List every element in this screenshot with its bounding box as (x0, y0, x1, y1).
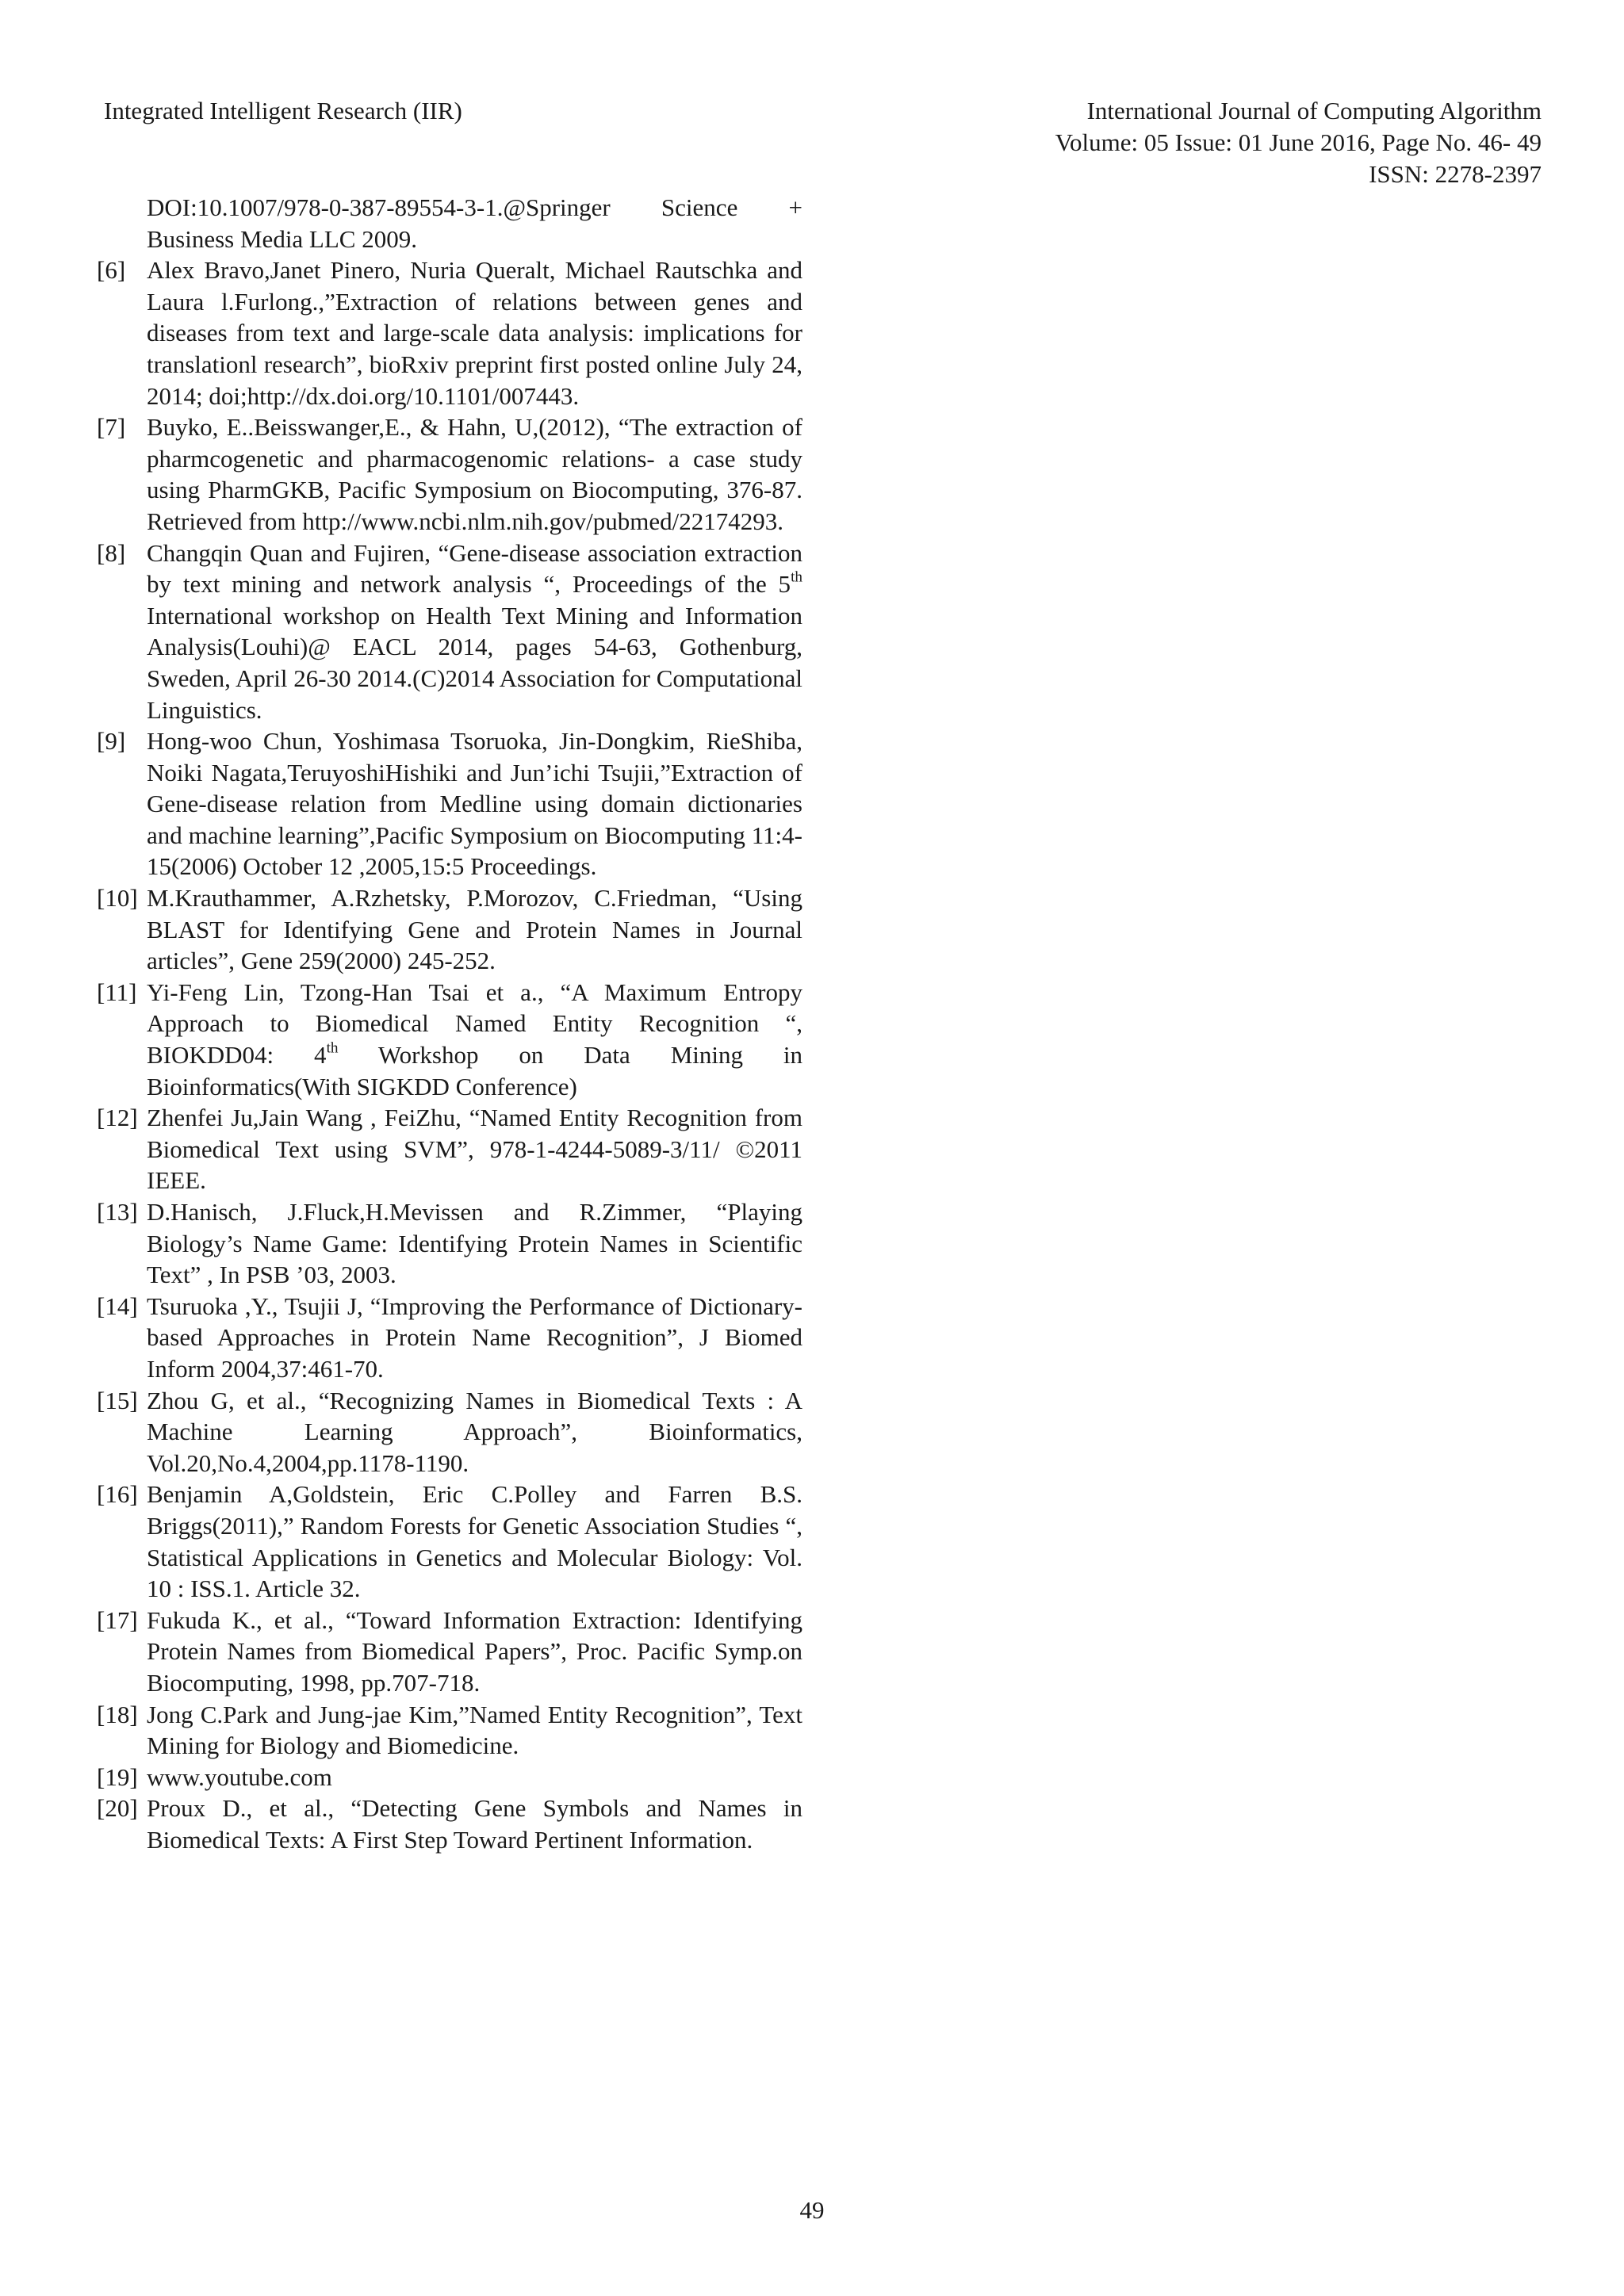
reference-text: Tsuruoka ,Y., Tsujii J, “Improving the Performance of Dictionary-based Approaches in Protein Name Recognition”, J Biomed Inform 2004,37:461-70. (147, 1292, 802, 1383)
reference-text: www.youtube.com (147, 1762, 332, 1791)
superscript: th (791, 568, 802, 586)
reference-number: [7] (97, 413, 126, 442)
reference-number: [6] (97, 256, 126, 285)
reference-text: Proux D., et al., “Detecting Gene Symbols and Names in Biomedical Texts: A First Step Toward Pertinent Information. (147, 1794, 802, 1854)
reference-text-part: Changqin Quan and Fujiren, “Gene-disease association extraction by text mining and network analysis “, Proceedings of the 5 (147, 538, 802, 599)
reference-text: DOI:10.1007/978-0-387-89554-3-1.@Springer Science + Business Media LLC 2009. (147, 193, 802, 253)
reference-text: Zhou G, et al., “Recognizing Names in Biomedical Texts : A Machine Learning Approach”, Bioinformatics, Vol.20,No.4,2004,pp.1178-1190. (147, 1386, 802, 1477)
reference-text: Jong C.Park and Jung-jae Kim,”Named Entity Recognition”, Text Mining for Biology and Biomedicine. (147, 1700, 802, 1760)
reference-number: [17] (97, 1605, 138, 1634)
reference-text: Hong-woo Chun, Yoshimasa Tsoruoka, Jin-Dongkim, RieShiba, Noiki Nagata,TeruyoshiHishiki and Jun’ichi Tsujii,”Extraction of Gene-disease relation from Medline using domain dictionaries and machine learning”,Pacific Symposium on Biocomputing 11:4-15(2006) October 12 ,2005,15:5 Proceedings. (147, 727, 802, 881)
journal-info (1055, 95, 1542, 190)
reference-text: D.Hanisch, J.Fluck,H.Mevissen and R.Zimmer, “Playing Biology’s Name Game: Identifying Protein Names in Scientific Text” , In PSB ’03, 2003. (147, 1198, 802, 1289)
journal-issn: ISSN: 2278-2397 (1369, 160, 1542, 188)
reference-continuation (97, 192, 802, 254)
reference-17 (97, 1605, 802, 1699)
reference-number: [14] (97, 1292, 138, 1320)
reference-8 (97, 538, 802, 726)
reference-number: [18] (97, 1700, 138, 1728)
reference-13 (97, 1196, 802, 1291)
reference-number: [20] (97, 1794, 138, 1823)
reference-text: Benjamin A,Goldstein, Eric C.Polley and Farren B.S. Briggs(2011),” Random Forests for Genetic Association Studies “, Statistical Applications in Genetics and Molecular Biology: Vol. 10 : ISS.1. Article 32. (147, 1480, 802, 1603)
reference-14 (97, 1291, 802, 1385)
reference-text: M.Krauthammer, A.Rzhetsky, P.Morozov, C.Friedman, “Using BLAST for Identifying Gene and Protein Names in Journal articles”, Gene 259(2000) 245-252. (147, 884, 802, 975)
reference-7 (97, 411, 802, 537)
reference-19 (97, 1762, 802, 1793)
reference-text-part: Workshop on Data Mining in Bioinformatics(With SIGKDD Conference) (147, 1041, 802, 1100)
reference-9 (97, 725, 802, 882)
reference-10 (97, 882, 802, 977)
reference-list (97, 192, 802, 1855)
reference-number: [8] (97, 538, 126, 567)
reference-12 (97, 1102, 802, 1196)
reference-text: Alex Bravo,Janet Pinero, Nuria Queralt, Michael Rautschka and Laura l.Furlong.,”Extraction of relations between genes and diseases from text and large-scale data analysis: implications for translationl research”, bioRxiv preprint first posted online July 24, 2014; doi;http://dx.doi.org/10.1101/007443. (147, 256, 802, 410)
journal-title: International Journal of Computing Algorithm (1086, 97, 1542, 124)
reference-number: [12] (97, 1104, 138, 1132)
reference-number: [11] (97, 978, 137, 1006)
reference-text-part: International workshop on Health Text Mining and Information Analysis(Louhi)@ EACL 2014, pages 54-63, Gothenburg, Sweden, April 26-30 2014.(C)2014 Association for Computational Linguistics. (147, 601, 802, 724)
reference-number: [16] (97, 1480, 138, 1509)
reference-18 (97, 1699, 802, 1762)
running-header-left: Integrated Intelligent Research (IIR) (104, 97, 462, 124)
journal-volume: Volume: 05 Issue: 01 June 2016, Page No. 46- 49 (1055, 128, 1542, 156)
reference-text: Buyko, E..Beisswanger,E., & Hahn, U,(2012), “The extraction of pharmcogenetic and pharmacogenomic relations- a case study using PharmGKB, Pacific Symposium on Biocomputing, 376-87. Retrieved from http://www.ncbi.nlm.nih.gov/pubmed/22174293. (147, 413, 802, 535)
reference-number: [13] (97, 1198, 138, 1226)
reference-15 (97, 1385, 802, 1479)
reference-text (147, 538, 802, 726)
page-number: 49 (799, 2196, 825, 2224)
reference-number: [19] (97, 1762, 138, 1791)
reference-text-part: Yi-Feng Lin, Tzong-Han Tsai et a., “A Maximum Entropy Approach to Biomedical Named Entity Recognition “, BIOKDD04: 4 (147, 978, 802, 1070)
reference-number: [9] (97, 727, 126, 756)
superscript: th (326, 1039, 339, 1057)
reference-6 (97, 254, 802, 411)
reference-text (147, 977, 802, 1102)
reference-11 (97, 977, 802, 1102)
reference-number: [15] (97, 1386, 138, 1414)
reference-text: Zhenfei Ju,Jain Wang , FeiZhu, “Named Entity Recognition from Biomedical Text using SVM”, 978-1-4244-5089-3/11/ ©2011 IEEE. (147, 1104, 802, 1195)
reference-number: [10] (97, 884, 138, 913)
reference-text: Fukuda K., et al., “Toward Information Extraction: Identifying Protein Names from Biomedical Papers”, Proc. Pacific Symp.on Biocomputing, 1998, pp.707-718. (147, 1605, 802, 1697)
reference-16 (97, 1479, 802, 1604)
reference-20 (97, 1793, 802, 1855)
